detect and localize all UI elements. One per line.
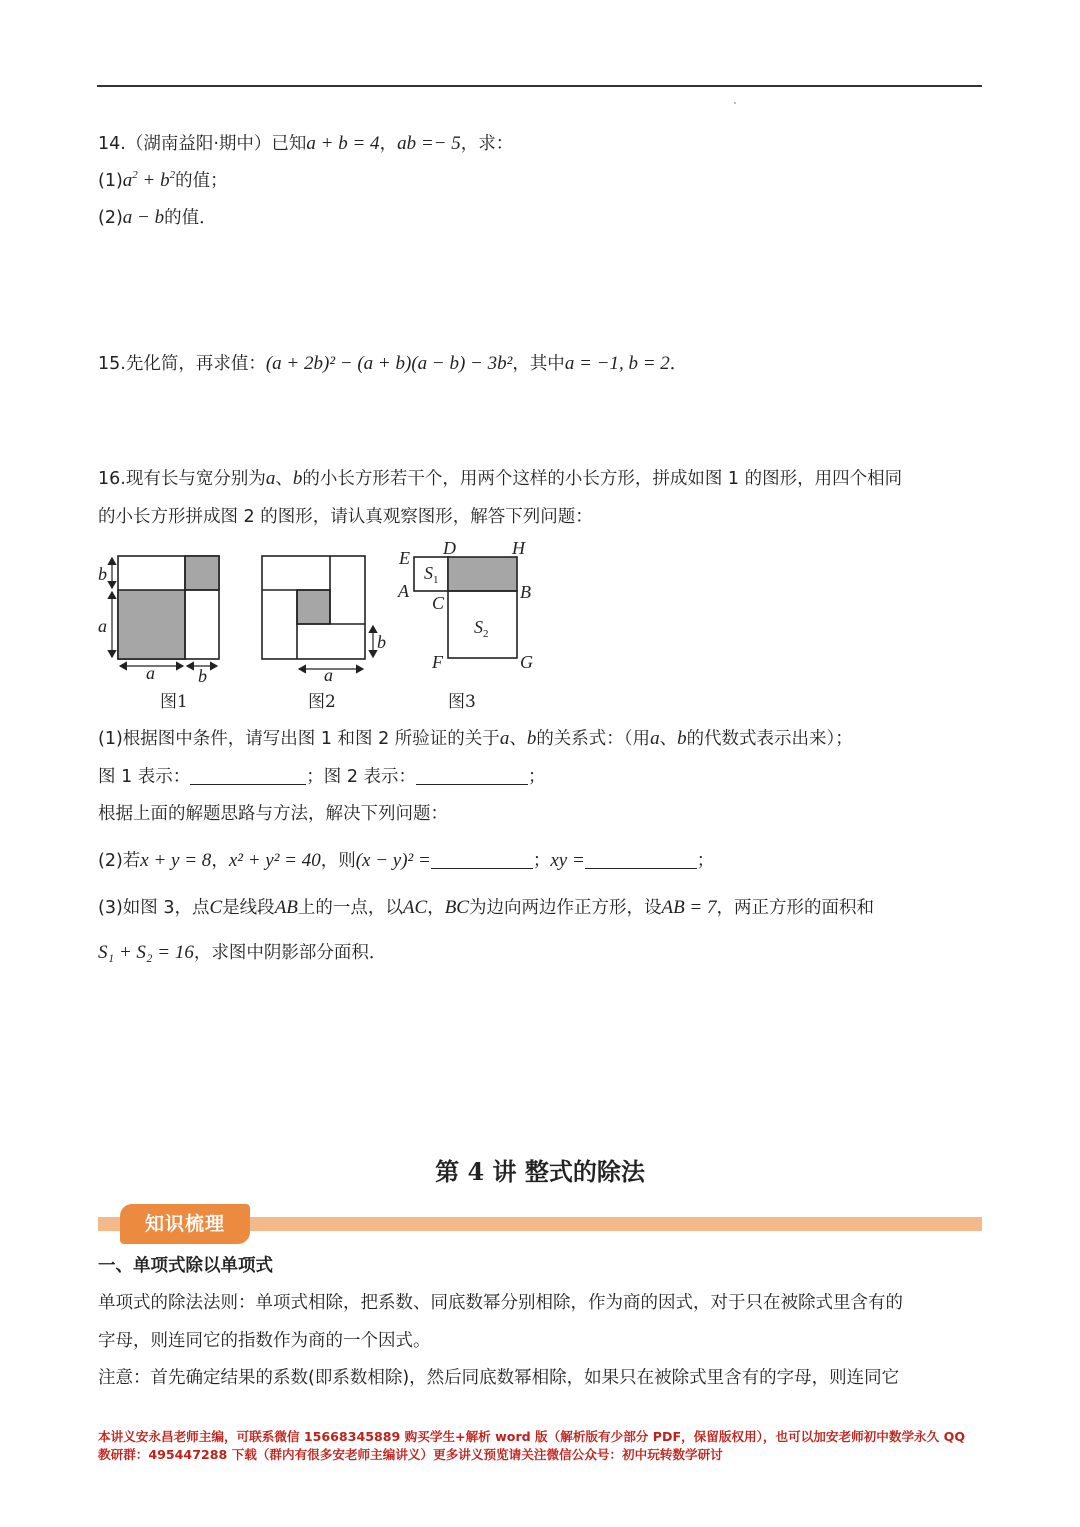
fig1-answer-blank[interactable] [190, 766, 306, 785]
chapter-title: 第 4 讲 整式的除法 [435, 1157, 645, 1186]
section1-rule-l1: 单项式的除法法则：单项式相除，把系数、同底数幂分别相除，作为商的因式，对于只在被除式里含有的 [98, 1293, 903, 1313]
fig2-label-b: b [377, 632, 386, 652]
x-minus-y-squared-blank[interactable] [431, 850, 533, 869]
q14-p1-expr: $a^2 + b^2$ [122, 169, 176, 191]
q16-part1: (1)根据图中条件，请写出图 1 和图 2 所验证的关于a、b的关系式：（用a、b的代数式表示出来）； [98, 728, 853, 749]
svg-text:F: F [432, 652, 443, 672]
footer-line2: 教研群：495447288 下载（群内有很多安老师主编讲义）更多讲义预览请关注微信公众号：初中玩转数学研讨 [98, 1447, 723, 1462]
svg-text:B: B [520, 582, 531, 602]
header-rule [97, 85, 982, 87]
svg-text:S1: $S_1$ [424, 563, 439, 586]
q14-part1: $(1)a^2 + b^2$的值； [98, 169, 228, 191]
svg-text:S2: $S_2$ [474, 617, 489, 640]
svg-text:E: E [399, 548, 410, 568]
q16-method: 根据上面的解题思路与方法，解决下列问题： [98, 804, 448, 824]
svg-text:A: A [398, 581, 409, 601]
fig3-caption: 图3 [448, 692, 476, 712]
knowledge-badge: 知识梳理 [120, 1204, 250, 1244]
fig2-caption: 图2 [308, 692, 336, 712]
q14-part2: (2)a − b的值． [98, 207, 217, 228]
q16-line1: 16.现有长与宽分别为a、b的小长方形若干个，用两个这样的小长方形，拼成如图 1 的图形，用四个相同 [98, 468, 903, 489]
fig1-label-b: b [98, 564, 107, 584]
q14-stem: 14.（湖南益阳·期中）已知a + b = 4，ab =− 5，求： [98, 133, 514, 154]
xy-blank[interactable] [585, 850, 697, 869]
fig2-answer-blank[interactable] [416, 766, 528, 785]
q16-figures [92, 536, 552, 716]
svg-text:H: H [512, 538, 525, 558]
footer-line1: 本讲义安永昌老师主编，可联系微信 15668345889 购买学生+解析 word 版（解析版有少部分 PDF，保留版权用），也可以加安老师初中数学永久 QQ [98, 1429, 966, 1444]
fig1-caption: 图1 [160, 692, 188, 712]
section1-heading: 一、单项式除以单项式 [98, 1256, 273, 1276]
svg-text:G: G [520, 652, 533, 672]
fig1-label-a: a [98, 616, 107, 636]
fig1-label-b2: b [198, 666, 207, 686]
figure-1 [112, 556, 219, 666]
svg-text:D: D [443, 538, 456, 558]
q16-fill-reps: 图 1 表示： ；图 2 表示： ； [98, 767, 546, 787]
section1-note: 注意：首先确定结果的系数(即系数相除)，然后同底数幂相除，如果只在被除式里含有的字母，则连同它 [98, 1368, 900, 1388]
q16-part3-l1: (3)如图 3，点C是线段AB上的一点，以AC，BC为边向两边作正方形，设AB = 7，两正方形的面积和 [98, 897, 875, 918]
header-dot [734, 102, 736, 104]
fig1-label-a2: a [146, 663, 155, 683]
svg-text:C: C [432, 593, 445, 613]
fig2-label-a: a [324, 665, 333, 685]
q16-part3-l2: S₁ + S₂ = 16，求图中阴影部分面积． [98, 942, 387, 963]
section1-rule-l2: 字母，则连同它的指数作为商的一个因式。 [98, 1331, 431, 1351]
q16-line2: 的小长方形拼成图 2 的图形，请认真观察图形，解答下列问题： [98, 507, 593, 527]
q15-stem: 15.先化简，再求值：(a + 2b)² − (a + b)(a − b) − 3b²，其中a = −1, b = 2． [98, 353, 688, 374]
q16-part2: (2)若x + y = 8，x² + y² = 40，则(x − y)² = ；xy = ； [98, 850, 715, 871]
figure-2 [262, 556, 373, 669]
